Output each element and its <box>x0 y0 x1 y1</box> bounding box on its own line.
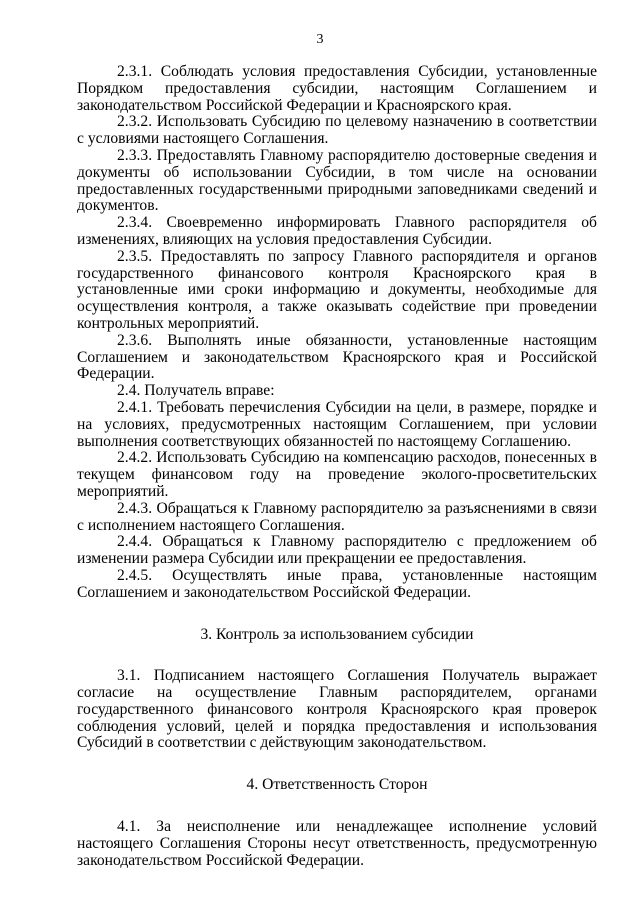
clause-2-4: 2.4. Получатель вправе: <box>117 382 275 400</box>
clause-2-4-5: 2.4.5. Осуществлять иные права, установленные настоящим Соглашением и законодательством Российской Федерации. <box>77 566 597 601</box>
section-spacer <box>77 752 597 777</box>
clause-2-3-2: 2.3.2. Использовать Субсидию по целевому назначению в соответствии с условиями настоящего Соглашения. <box>77 113 597 148</box>
clause-2-4-4: 2.4.4. Обращаться к Главному распорядителю с предложением об изменении размера Субсидии или прекращении ее предоставления. <box>77 533 597 568</box>
page-number: 3 <box>316 32 324 47</box>
section-spacer <box>77 602 597 627</box>
clause-2-3-3: 2.3.3. Предоставлять Главному распорядителю достоверные сведения и документы об использовании Субсидии, в том числе на основании предоставленных государственными природными заповедниками сведений и документов. <box>77 146 597 215</box>
clause-2-3-1: 2.3.1. Соблюдать условия предоставления Субсидии, установленные Порядком предоставления субсидии, настоящим Соглашением и законодательством Российской Федерации и Красноярского края. <box>77 63 597 114</box>
section-spacer <box>77 794 597 819</box>
document-body <box>77 64 597 869</box>
clause-2-4-1: 2.4.1. Требовать перечисления Субсидии на цели, в размере, порядке и на условиях, предусмотренных настоящим Соглашением, при условии выполнения соответствующих обязанностей по настоящему Соглашению. <box>77 398 597 450</box>
clause-4-1: 4.1. За неисполнение или ненадлежащее исполнение условий настоящего Соглашения Стороны несут ответственность, предусмотренную законодательством Российской Федерации. <box>77 818 597 869</box>
clause-2-4-2: 2.4.2. Использовать Субсидию на компенсацию расходов, понесенных в текущем финансовом году на проведение эколого-просветительских мероприятий. <box>77 449 597 500</box>
clause-3-1: 3.1. Подписанием настоящего Соглашения Получатель выражает согласие на осуществление Главным распорядителем, органами государственного финансового контроля Красноярского края проверок соблюдения условий, целей и порядка предоставления и использования Субсидий в соответствии с действующим законодательством. <box>77 667 597 752</box>
clause-2-3-6: 2.3.6. Выполнять иные обязанности, установленные настоящим Соглашением и законодательством Красноярского края и Российской Федерации. <box>77 331 597 383</box>
section-4-heading: 4. Ответственность Сторон <box>246 776 428 794</box>
clause-2-4-3: 2.4.3. Обращаться к Главному распорядителю за разъяснениями в связи с исполнением настоящего Соглашения. <box>77 499 597 534</box>
clause-2-3-4: 2.3.4. Своевременно информировать Главного распорядителя об изменениях, влияющих на условия предоставления Субсидии. <box>77 214 597 248</box>
section-3-heading: 3. Контроль за использованием субсидии <box>200 625 474 643</box>
section-spacer <box>77 643 597 668</box>
clause-2-3-5: 2.3.5. Предоставлять по запросу Главного распорядителя и органов государственного финансового контроля Красноярского края в установленные ими сроки информацию и документы, необходимые для осуществления контроля, а также оказывать содействие при проведении контрольных мероприятий. <box>77 247 597 332</box>
